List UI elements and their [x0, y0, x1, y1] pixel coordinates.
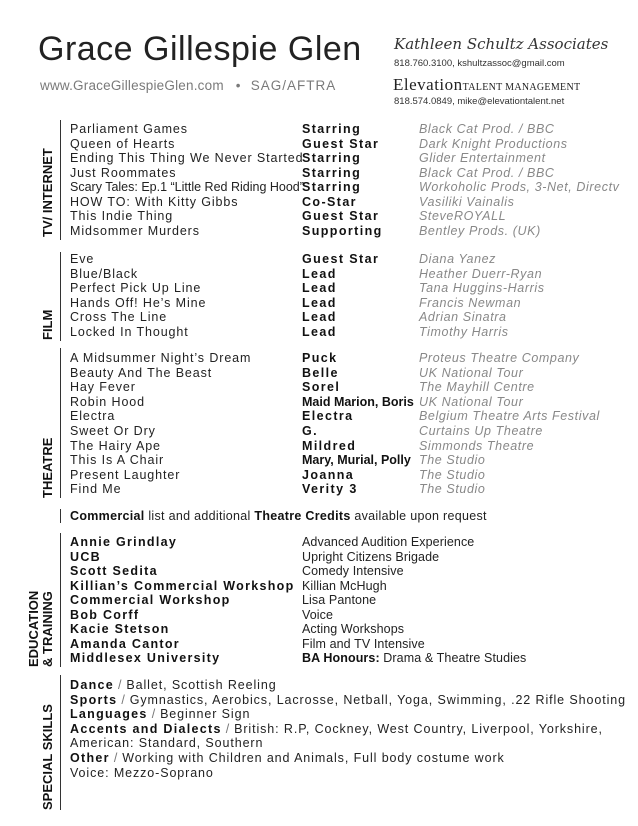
training-course	[302, 535, 474, 550]
credit-role: Starring	[302, 180, 362, 194]
training-provider: Scott Sedita	[70, 564, 158, 578]
credit-title: Robin Hood	[70, 394, 146, 409]
note-text2: available upon request	[350, 509, 487, 523]
credit-title: Locked In Thought	[70, 325, 189, 339]
credit-role: Sorel	[302, 380, 341, 395]
credit-role: Starring	[302, 151, 362, 165]
training-course-text: Lisa Pantone	[302, 593, 377, 607]
credit-title: Scary Tales: Ep.1 “Little Red Riding Hood”	[70, 180, 304, 194]
credit-role: Lead	[302, 310, 337, 325]
union-affiliation: SAG/AFTRA	[250, 78, 337, 93]
credit-role: Supporting	[302, 223, 383, 238]
website-link[interactable]: www.GraceGillespieGlen.com	[40, 78, 224, 93]
section-label-skills: SPECIAL SKILLS	[40, 704, 55, 810]
education-label-line1: EDUCATION	[26, 590, 41, 667]
skill-slash: /	[118, 678, 123, 692]
note-commercial: Commercial	[70, 509, 145, 523]
credit-company: Heather Duerr-Ryan	[419, 266, 543, 281]
credit-role: Joanna	[302, 467, 355, 482]
credit-company: Timothy Harris	[419, 325, 509, 339]
credit-company: SteveROYALL	[419, 209, 507, 223]
section-label-film: FILM	[40, 309, 55, 340]
credit-role: Mary, Murial, Polly	[302, 453, 411, 468]
section-label-theatre: THEATRE	[40, 437, 55, 498]
education-label-line2: & TRAINING	[40, 591, 55, 667]
skill-detail: Ballet, Scottish Reeling	[126, 678, 277, 692]
credit-title: Blue/Black	[70, 266, 139, 281]
credit-title: Midsommer Murders	[70, 223, 200, 238]
separator-dot: •	[235, 78, 241, 93]
credit-title: The Hairy Ape	[70, 438, 161, 453]
credit-company: Workoholic Prods, 3-Net, Directv	[419, 180, 620, 194]
training-provider: Amanda Cantor	[70, 636, 180, 651]
skill-slash: /	[225, 721, 231, 736]
credit-title: Parliament Games	[70, 122, 188, 136]
credit-company: Belgium Theatre Arts Festival	[419, 409, 600, 424]
credit-company: Curtains Up Theatre	[419, 424, 543, 438]
credit-title: Just Roommates	[70, 165, 177, 180]
training-course	[302, 550, 439, 565]
training-provider: UCB	[70, 549, 101, 564]
skill-detail: Beginner Sign	[160, 707, 251, 722]
credit-role: Guest Star	[302, 136, 380, 151]
skills-divider	[60, 675, 61, 810]
agency1-contact: 818.760.3100, kshultzassoc@gmail.com	[394, 58, 565, 69]
skill-slash: /	[151, 707, 157, 722]
credit-title: Present Laughter	[70, 467, 181, 482]
credit-role: G.	[302, 424, 318, 438]
credit-company: Tana Huggins-Harris	[419, 281, 545, 296]
credit-company: Black Cat Prod. / BBC	[419, 165, 555, 180]
training-course	[302, 593, 376, 608]
credit-title: This Is A Chair	[70, 453, 165, 468]
credit-company: Proteus Theatre Company	[419, 351, 580, 365]
credit-role: Starring	[302, 122, 362, 136]
training-course-text: Upright Citizens Brigade	[302, 549, 440, 564]
agency1-name: Kathleen Schultz Associates	[394, 35, 609, 53]
section-label-education	[27, 591, 55, 667]
credit-company: Glider Entertainment	[419, 151, 546, 165]
skill-slash: /	[121, 692, 126, 707]
skill-detail: American: Standard, Southern	[70, 736, 264, 751]
skill-detail: Working with Children and Animals, Full body costume work	[122, 751, 505, 765]
credit-title: Hay Fever	[70, 380, 136, 395]
credit-title: Eve	[70, 252, 95, 266]
credit-role: Co-Star	[302, 194, 357, 209]
skill-category: Accents and Dialects	[70, 721, 222, 736]
credit-company: Adrian Sinatra	[419, 310, 507, 325]
credit-title: Electra	[70, 409, 116, 424]
training-course-text: Killian McHugh	[302, 578, 387, 593]
training-provider: Bob Corff	[70, 607, 140, 622]
training-course	[302, 608, 333, 623]
skill-line	[70, 751, 505, 766]
credit-company: Bentley Prods. (UK)	[419, 223, 541, 238]
actor-name: Grace Gillespie Glen	[38, 30, 362, 68]
agency2-title: Elevation	[393, 75, 463, 94]
credit-company: UK National Tour	[419, 365, 524, 380]
note-divider	[60, 509, 61, 523]
credit-company: UK National Tour	[419, 394, 524, 409]
training-course-text: Drama & Theatre Studies	[379, 651, 527, 665]
skill-category: Languages	[70, 707, 148, 722]
credit-role: Verity 3	[302, 482, 358, 497]
credit-role: Starring	[302, 165, 362, 180]
skill-line	[70, 707, 250, 722]
credit-role: Belle	[302, 365, 339, 380]
credit-company: Francis Newman	[419, 295, 522, 310]
skill-line	[70, 678, 277, 693]
tv-divider	[60, 120, 61, 240]
agency2-subtitle: TALENT MANAGEMENT	[462, 82, 581, 93]
credit-company: The Studio	[419, 467, 486, 482]
credit-title: Cross The Line	[70, 310, 168, 325]
credit-title: Hands Off! He’s Mine	[70, 295, 207, 310]
credit-role: Lead	[302, 266, 337, 281]
theatre-divider	[60, 348, 61, 498]
training-provider: Kacie Stetson	[70, 622, 170, 636]
credit-title: Queen of Hearts	[70, 136, 176, 151]
credit-role: Maid Marion, Boris	[302, 394, 414, 409]
training-course-text: Voice	[302, 607, 334, 622]
skill-slash: /	[113, 751, 119, 765]
training-provider: Annie Grindlay	[70, 535, 178, 549]
credit-title: Find Me	[70, 482, 122, 497]
skill-detail: Gymnastics, Aerobics, Lacrosse, Netball, Yoga, Swimming, .22 Rifle Shooting	[129, 692, 626, 707]
training-course-text: Comedy Intensive	[302, 564, 404, 578]
training-course-text: Advanced Audition Experience	[302, 535, 475, 549]
credit-role: Electra	[302, 409, 354, 424]
training-course-emphasis: BA Honours:	[302, 651, 380, 665]
education-divider	[60, 533, 61, 667]
training-course	[302, 622, 404, 637]
credit-role: Guest Star	[302, 209, 380, 223]
credits-note	[70, 509, 487, 523]
skill-category: Other	[70, 751, 110, 765]
skill-category: Sports	[70, 692, 118, 707]
skill-category: Dance	[70, 678, 115, 692]
agency2-name	[393, 75, 580, 95]
skill-detail: Voice: Mezzo-Soprano	[70, 765, 214, 780]
skill-line	[70, 722, 603, 737]
credit-role: Lead	[302, 325, 337, 339]
skill-line	[70, 736, 263, 751]
credit-company: The Studio	[419, 482, 486, 497]
credit-company: The Studio	[419, 453, 486, 468]
credit-company: The Mayhill Centre	[419, 380, 535, 395]
agency2-contact: 818.574.0849, mike@elevationtalent.net	[394, 96, 565, 107]
credit-role: Guest Star	[302, 252, 380, 266]
website-line	[40, 78, 336, 93]
film-divider	[60, 252, 61, 341]
training-course	[302, 579, 387, 594]
credit-role: Lead	[302, 295, 337, 310]
training-provider: Commercial Workshop	[70, 593, 231, 607]
training-course	[302, 564, 404, 579]
credit-role: Puck	[302, 351, 338, 365]
training-course	[302, 651, 526, 666]
credit-title: This Indie Thing	[70, 209, 174, 223]
note-theatre-credits: Theatre Credits	[254, 509, 351, 523]
credit-title: Ending This Thing We Never Started	[70, 151, 304, 165]
credit-company: Dark Knight Productions	[419, 136, 568, 151]
training-course-text: Film and TV Intensive	[302, 636, 425, 651]
note-text1: list and additional	[144, 509, 255, 523]
skill-line	[70, 693, 626, 708]
credit-company: Diana Yanez	[419, 252, 497, 266]
credit-title: Beauty And The Beast	[70, 365, 213, 380]
training-provider: Middlesex University	[70, 651, 221, 665]
credit-role: Lead	[302, 281, 337, 296]
credit-company: Vasiliki Vainalis	[419, 194, 515, 209]
section-label-tv: TV/ INTERNET	[40, 148, 55, 237]
credit-company: Black Cat Prod. / BBC	[419, 122, 555, 136]
skill-detail: British: R.P, Cockney, West Country, Liverpool, Yorkshire,	[234, 721, 603, 736]
training-course	[302, 637, 425, 652]
training-provider: Killian’s Commercial Workshop	[70, 578, 295, 593]
credit-company: Simmonds Theatre	[419, 438, 535, 453]
credit-role: Mildred	[302, 438, 357, 453]
credit-title: A Midsummer Night’s Dream	[70, 351, 252, 365]
credit-title: Sweet Or Dry	[70, 424, 156, 438]
training-course-text: Acting Workshops	[302, 622, 405, 636]
skill-line	[70, 766, 214, 781]
credit-title: Perfect Pick Up Line	[70, 281, 202, 296]
credit-title: HOW TO: With Kitty Gibbs	[70, 194, 239, 209]
